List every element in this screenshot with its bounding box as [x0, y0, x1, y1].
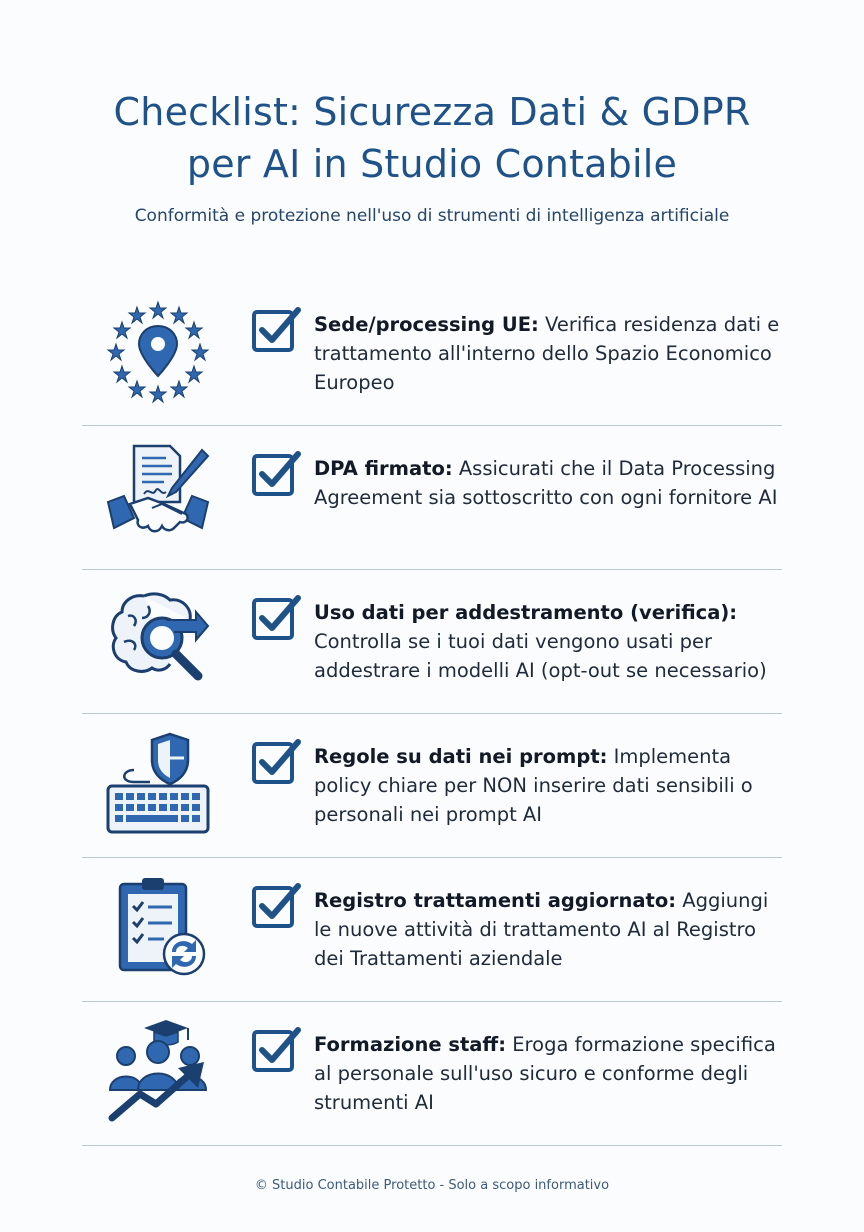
item-description: Controlla se i tuoi dati vengono usati per addestrare i modelli AI (opt-out se necessario): [314, 630, 767, 682]
item-title: Formazione staff:: [314, 1033, 507, 1056]
brain-magnifier-icon: [104, 586, 212, 694]
checkbox-checked-icon[interactable]: [250, 448, 302, 500]
item-title: DPA firmato:: [314, 457, 453, 480]
checkbox-checked-icon[interactable]: [250, 592, 302, 644]
checklist-item-text: [314, 886, 786, 973]
page-title: [0, 86, 864, 190]
page-subtitle: Conformità e protezione nell'uso di strumenti di intelligenza artificiale: [134, 206, 730, 226]
eu-stars-location-icon: [104, 298, 212, 406]
checkbox-checked-icon[interactable]: [250, 736, 302, 788]
item-description: Implementa policy chiare per NON inserire dati sensibili o personali nei prompt AI: [314, 745, 753, 826]
checklist-item-text: [314, 310, 786, 397]
checklist-item-text: [314, 598, 786, 685]
checklist-item-register: [82, 858, 782, 1002]
checklist-item-training-data: [82, 570, 782, 714]
checklist-item-text: [314, 1030, 786, 1117]
item-title: Sede/processing UE:: [314, 313, 539, 336]
item-description: Aggiungi le nuove attività di trattamento AI al Registro dei Trattamenti aziendale: [314, 889, 769, 970]
title-line-1: Checklist: Sicurezza Dati & GDPR: [113, 90, 751, 134]
item-title: Registro trattamenti aggiornato:: [314, 889, 677, 912]
checklist: [82, 282, 782, 1146]
checklist-item-prompt-rules: [82, 714, 782, 858]
checklist-item-eu-processing: [82, 282, 782, 426]
item-title: Uso dati per addestramento (verifica):: [314, 601, 738, 624]
clipboard-checklist-sync-icon: [104, 874, 212, 982]
title-line-2: per AI in Studio Contabile: [186, 142, 678, 186]
checkbox-checked-icon[interactable]: [250, 304, 302, 356]
checklist-item-staff-training: [82, 1002, 782, 1146]
checklist-item-text: [314, 742, 786, 829]
checklist-item-dpa: [82, 426, 782, 570]
signed-contract-handshake-icon: [104, 442, 212, 550]
team-training-growth-icon: [104, 1018, 212, 1126]
checklist-item-text: [314, 454, 786, 512]
keyboard-shield-icon: [104, 730, 212, 838]
checkbox-checked-icon[interactable]: [250, 880, 302, 932]
item-description: Verifica residenza dati e trattamento all'interno dello Spazio Economico Europeo: [314, 313, 780, 394]
item-description: Eroga formazione specifica al personale sull'uso sicuro e conforme degli strumenti AI: [314, 1033, 776, 1114]
item-title: Regole su dati nei prompt:: [314, 745, 608, 768]
checkbox-checked-icon[interactable]: [250, 1024, 302, 1076]
footer-note: © Studio Contabile Protetto - Solo a scopo informativo: [254, 1178, 610, 1193]
item-description: Assicurati che il Data Processing Agreement sia sottoscritto con ogni fornitore AI: [314, 457, 778, 509]
